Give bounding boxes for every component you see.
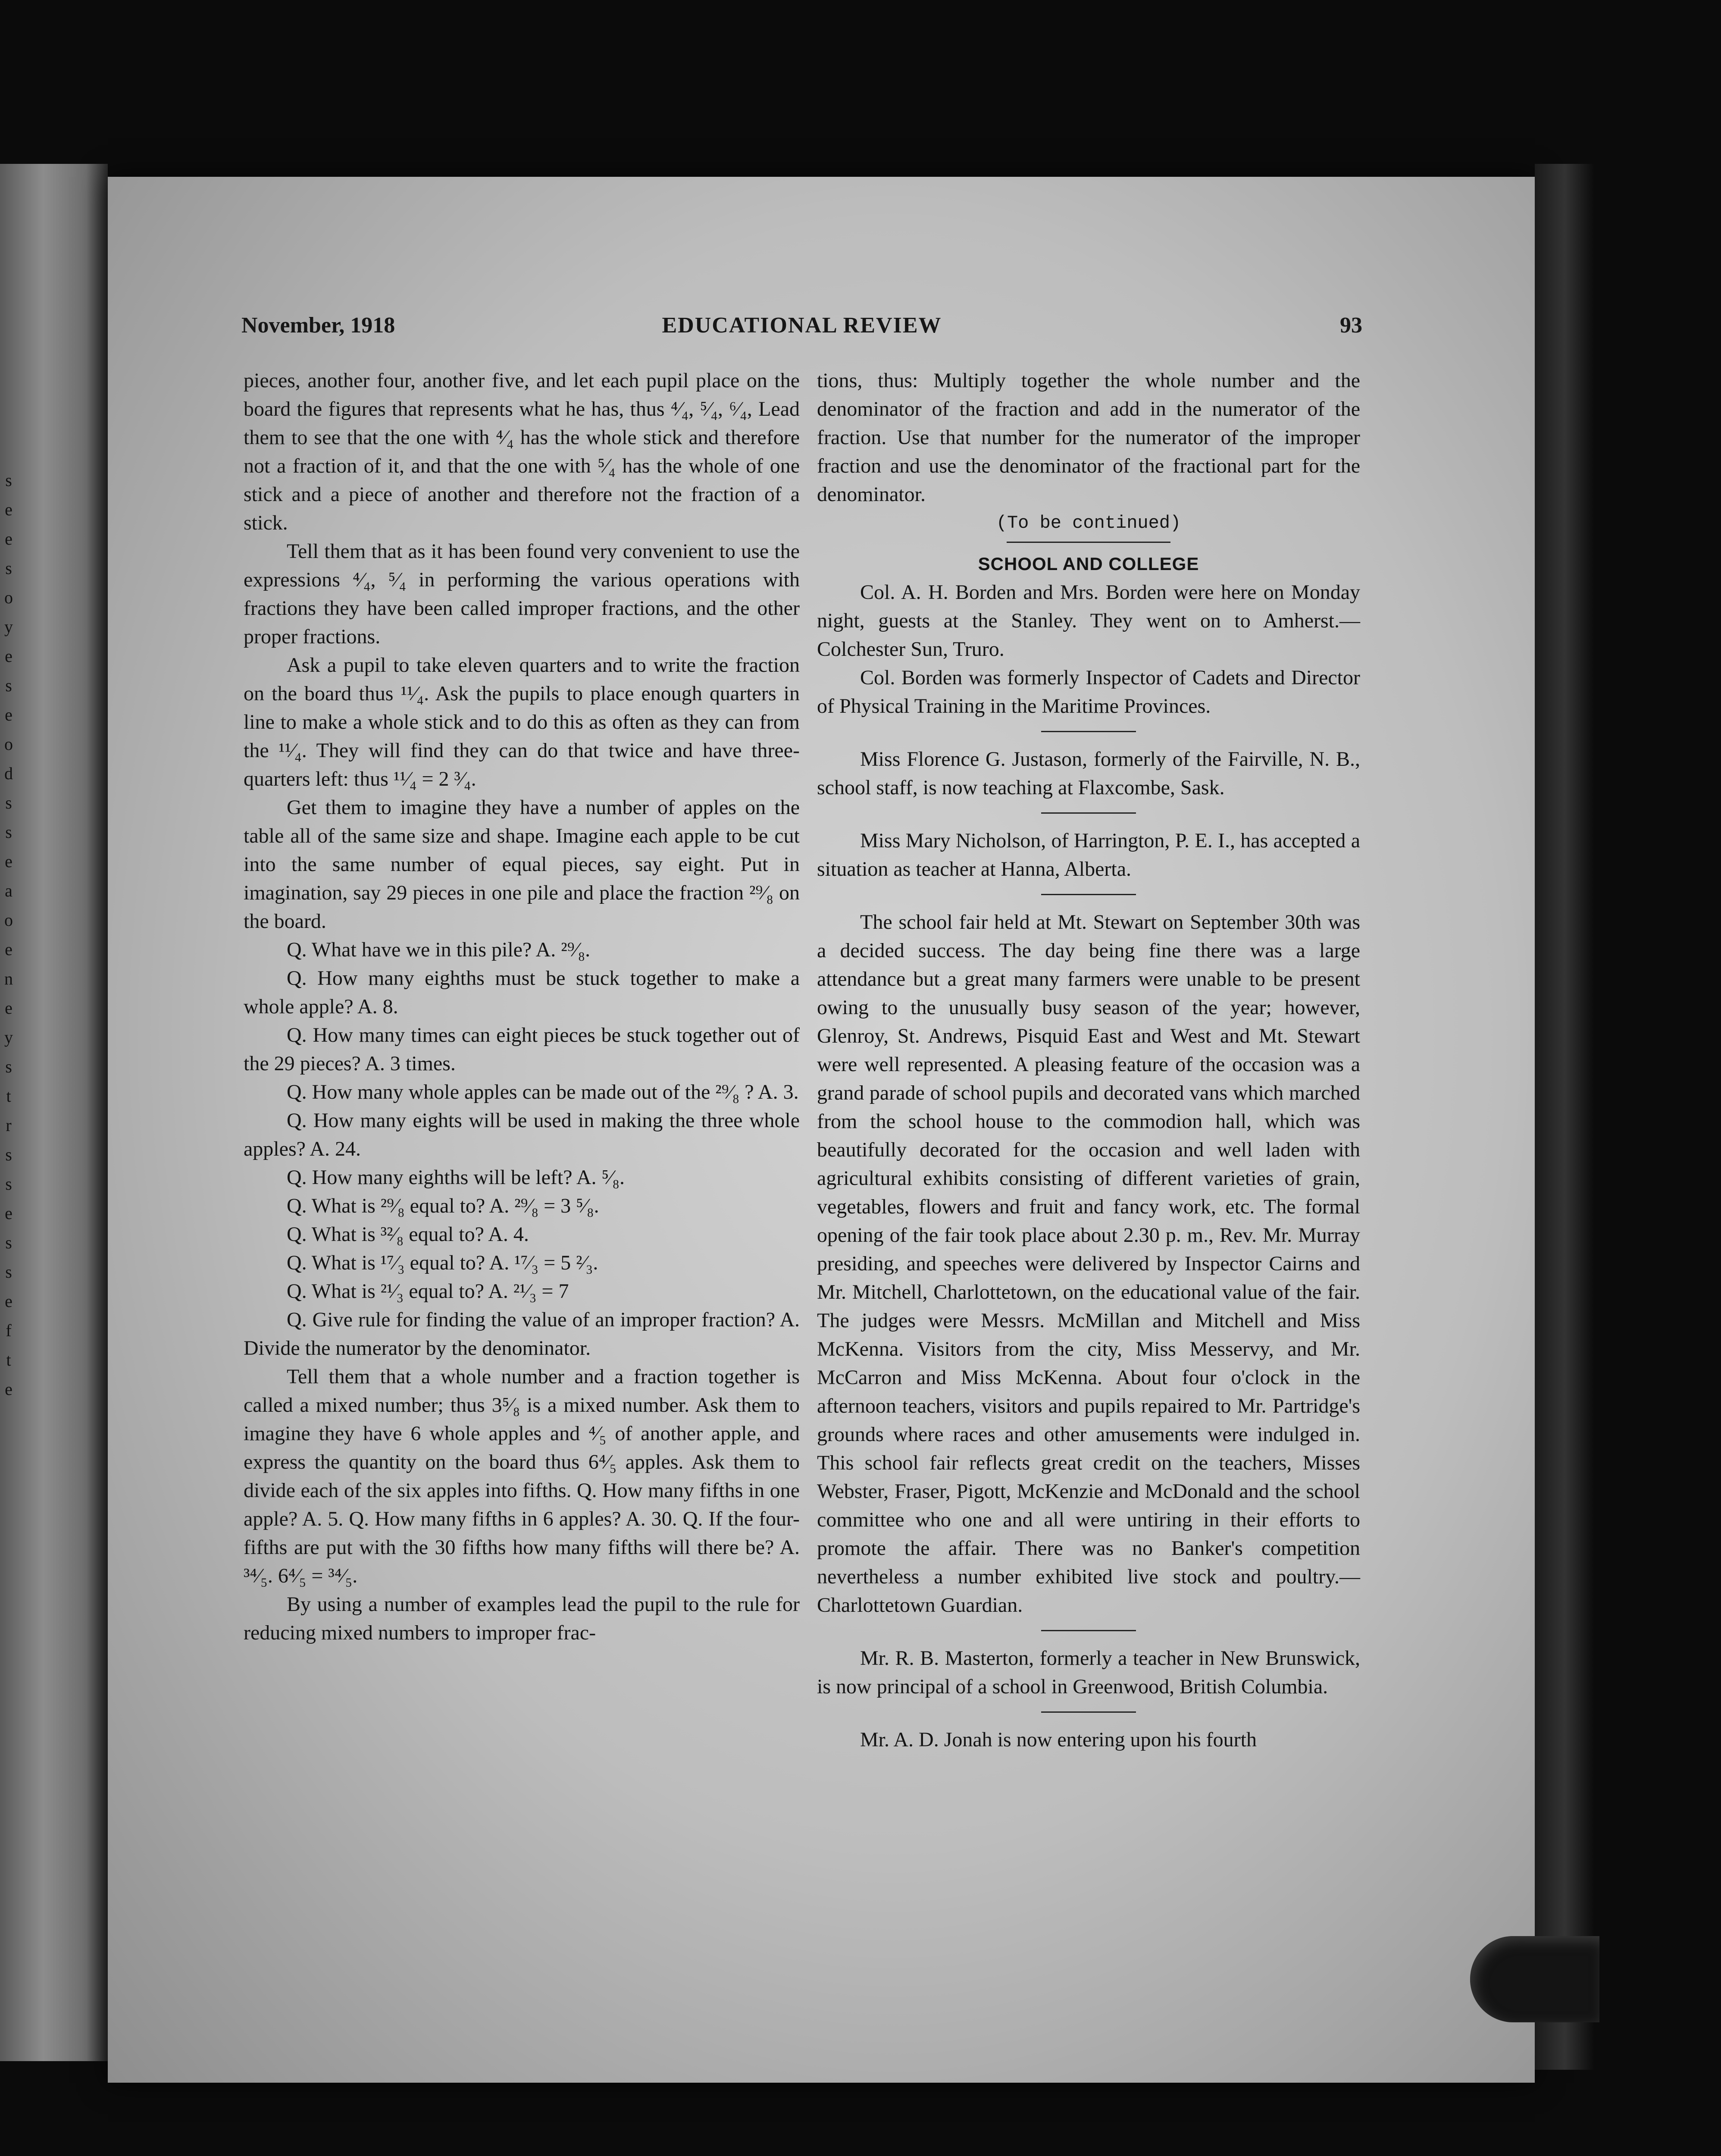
facing-page-text-fragments: [0, 466, 17, 1404]
question-answer: Q. What is ²⁹⁄₈ equal to? A. ²⁹⁄₈ = 3 ⁵⁄₈.: [287, 1194, 599, 1217]
journal-title: EDUCATIONAL REVIEW: [662, 313, 942, 338]
news-item: Mr. A. D. Jonah is now entering upon his fourth: [860, 1728, 1257, 1751]
section-heading: SCHOOL AND COLLEGE: [978, 554, 1199, 574]
question-answer: Q. What is ³²⁄₈ equal to? A. 4.: [287, 1223, 529, 1246]
divider: [1007, 542, 1170, 543]
paragraph: Tell them that as it has been found very convenient to use the expressions ⁴⁄₄, ⁵⁄₄ in performing the various operations with fractions they have been called improper fractions, and the other proper fractions.: [244, 540, 800, 648]
facing-page-letter: t: [6, 1086, 11, 1106]
facing-page-letter: s: [5, 793, 12, 812]
facing-page-letter: d: [4, 764, 13, 783]
facing-page-letter: y: [4, 617, 13, 636]
divider: [1041, 731, 1136, 732]
page-binding-edge: [1535, 164, 1595, 2070]
facing-page-letter: o: [4, 588, 13, 607]
continued-note: (To be continued): [996, 513, 1181, 533]
right-column: [817, 367, 1360, 1754]
question-answer: Q. How many whole apples can be made out of the ²⁹⁄₈ ? A. 3.: [287, 1081, 799, 1103]
facing-page-letter: e: [5, 940, 13, 959]
facing-page-letter: s: [5, 558, 12, 578]
divider: [1041, 1630, 1136, 1631]
header-date: November, 1918: [241, 313, 395, 338]
facing-page-letter: e: [5, 852, 13, 871]
facing-page-letter: a: [5, 881, 13, 900]
running-header: [241, 313, 1362, 338]
facing-page-letter: r: [6, 1116, 12, 1135]
page-clip: [1470, 1936, 1599, 2022]
facing-page-edge: [0, 164, 108, 2061]
facing-page-letter: s: [5, 1145, 12, 1164]
facing-page-letter: e: [5, 1203, 13, 1223]
facing-page-letter: e: [5, 1291, 13, 1311]
facing-page-letter: s: [5, 822, 12, 842]
facing-page-letter: s: [5, 676, 12, 695]
facing-page-letter: e: [5, 998, 13, 1018]
facing-page-letter: t: [6, 1350, 11, 1369]
divider: [1041, 1711, 1136, 1713]
question-answer: Q. What is ¹⁷⁄₃ equal to? A. ¹⁷⁄₃ = 5 ²⁄₃.: [287, 1251, 598, 1274]
question-answer: Q. Give rule for finding the value of an improper fraction? A. Divide the numerator by the denominator.: [244, 1308, 800, 1360]
facing-page-letter: e: [5, 529, 13, 548]
divider: [1041, 894, 1136, 895]
facing-page-letter: e: [5, 1379, 13, 1399]
paragraph: Ask a pupil to take eleven quarters and to write the fraction on the board thus ¹¹⁄₄. Ask the pupils to place enough quarters in line to make a whole stick and to do this as often as they can from the ¹¹⁄₄. They will find they can do that twice and have three-quarters left: thus ¹¹⁄₄ = 2 ³⁄₄.: [244, 654, 800, 790]
question-answer: Q. How many eighths will be left? A. ⁵⁄₈.: [287, 1166, 625, 1189]
page-number: 93: [1340, 313, 1362, 338]
question-answer: Q. What is ²¹⁄₃ equal to? A. ²¹⁄₃ = 7: [287, 1280, 569, 1303]
facing-page-letter: s: [5, 1174, 12, 1194]
left-column: [244, 367, 800, 1647]
news-item: The school fair held at Mt. Stewart on September 30th was a decided success. The day being fine there was a large attendance but a great many farmers were unable to be present owing to the unusually busy season of the year; however, Glenroy, St. Andrews, Pisquid East and West and Mt. Stewart were well represented. A pleasing feature of the occasion was a grand parade of school pupils and decorated vans which marched from the school house to the commodion hall, which was beautifully decorated for the occasion and well laden with agricultural exhibits consisting of different varieties of grain, vegetables, flowers and fruit and fancy work, etc. The formal opening of the fair took place about 2.30 p. m., Rev. Mr. Murray presiding, and speeches were delivered by Inspector Cairns and Mr. Mitchell, Charlottetown, on the educational value of the fair. The judges were Messrs. McMillan and Mitchell and Miss McKenna. Visitors from the city, Miss Messervy, and Mr. McCarron and Miss McKenna. About four o'clock in the afternoon teachers, visitors and pupils repaired to Mr. Partridge's grounds where races and other amusements were indulged in. This school fair reflects great credit on the teachers, Misses Webster, Fraser, Pigott, McKenzie and McDonald and the school committee who one and all were untiring in their efforts to promote the affair. There was no Banker's competition nevertheless a number exhibited live stock and poultry.—Charlottetown Guardian.: [817, 911, 1360, 1617]
facing-page-letter: e: [5, 646, 13, 666]
facing-page-letter: e: [5, 500, 13, 519]
question-answer: Q. How many eighths must be stuck together to make a whole apple? A. 8.: [244, 967, 800, 1018]
divider: [1041, 812, 1136, 814]
facing-page-letter: s: [5, 1233, 12, 1252]
news-item: Col. Borden was formerly Inspector of Cadets and Director of Physical Training in the Maritime Provinces.: [817, 666, 1360, 718]
facing-page-letter: e: [5, 705, 13, 724]
question-answer: Q. How many eights will be used in making the three whole apples? A. 24.: [244, 1109, 800, 1160]
news-item: Mr. R. B. Masterton, formerly a teacher in New Brunswick, is now principal of a school in Greenwood, British Columbia.: [817, 1647, 1360, 1698]
question-answer: Q. How many times can eight pieces be stuck together out of the 29 pieces? A. 3 times.: [244, 1024, 800, 1075]
facing-page-letter: o: [4, 910, 13, 930]
news-item: Miss Mary Nicholson, of Harrington, P. E. I., has accepted a situation as teacher at Hanna, Alberta.: [817, 829, 1360, 881]
news-item: Col. A. H. Borden and Mrs. Borden were here on Monday night, guests at the Stanley. They went on to Amherst.—Colchester Sun, Truro.: [817, 581, 1360, 661]
news-item: Miss Florence G. Justason, formerly of the Fairville, N. B., school staff, is now teaching at Flaxcombe, Sask.: [817, 748, 1360, 799]
paragraph: Get them to imagine they have a number of apples on the table all of the same size and shape. Imagine each apple to be cut into the same number of equal pieces, say eight. Put in imagination, say 29 pieces in one pile and place the fraction ²⁹⁄₈ on the board.: [244, 796, 800, 933]
facing-page-letter: s: [5, 1057, 12, 1076]
facing-page-letter: y: [4, 1028, 13, 1047]
facing-page-letter: f: [6, 1321, 12, 1340]
facing-page-letter: s: [5, 470, 12, 490]
paragraph: Tell them that a whole number and a fraction together is called a mixed number; thus 3⁵⁄₈ is a mixed number. Ask them to imagine they have 6 whole apples and ⁴⁄₅ of another apple, and express the quantity on the board thus 6⁴⁄₅ apples. Ask them to divide each of the six apples into fifths. Q. How many fifths in one apple? A. 5. Q. How many fifths in 6 apples? A. 30. Q. If the four-fifths are put with the 30 fifths how many fifths will there be? A. ³⁴⁄₅. 6⁴⁄₅ = ³⁴⁄₅.: [244, 1365, 800, 1587]
facing-page-letter: s: [5, 1262, 12, 1282]
question-answer: Q. What have we in this pile? A. ²⁹⁄₈.: [287, 938, 591, 961]
paragraph: pieces, another four, another five, and let each pupil place on the board the figures that represents what he has, thus ⁴⁄₄, ⁵⁄₄, ⁶⁄₄, Lead them to see that the one with ⁴⁄₄ has the whole stick and therefore not a fraction of it, and that the one with ⁵⁄₄ has the whole of one stick and a piece of another and therefore not the fraction of a stick.: [244, 369, 800, 534]
facing-page-letter: n: [4, 969, 13, 988]
paragraph: By using a number of examples lead the pupil to the rule for reducing mixed numbers to improper frac-: [244, 1593, 800, 1644]
facing-page-letter: o: [4, 734, 13, 754]
paragraph: tions, thus: Multiply together the whole number and the denominator of the fraction and add in the numerator of the fraction. Use that number for the numerator of the improper fraction and use the denominator of the fractional part for the denominator.: [817, 369, 1360, 506]
